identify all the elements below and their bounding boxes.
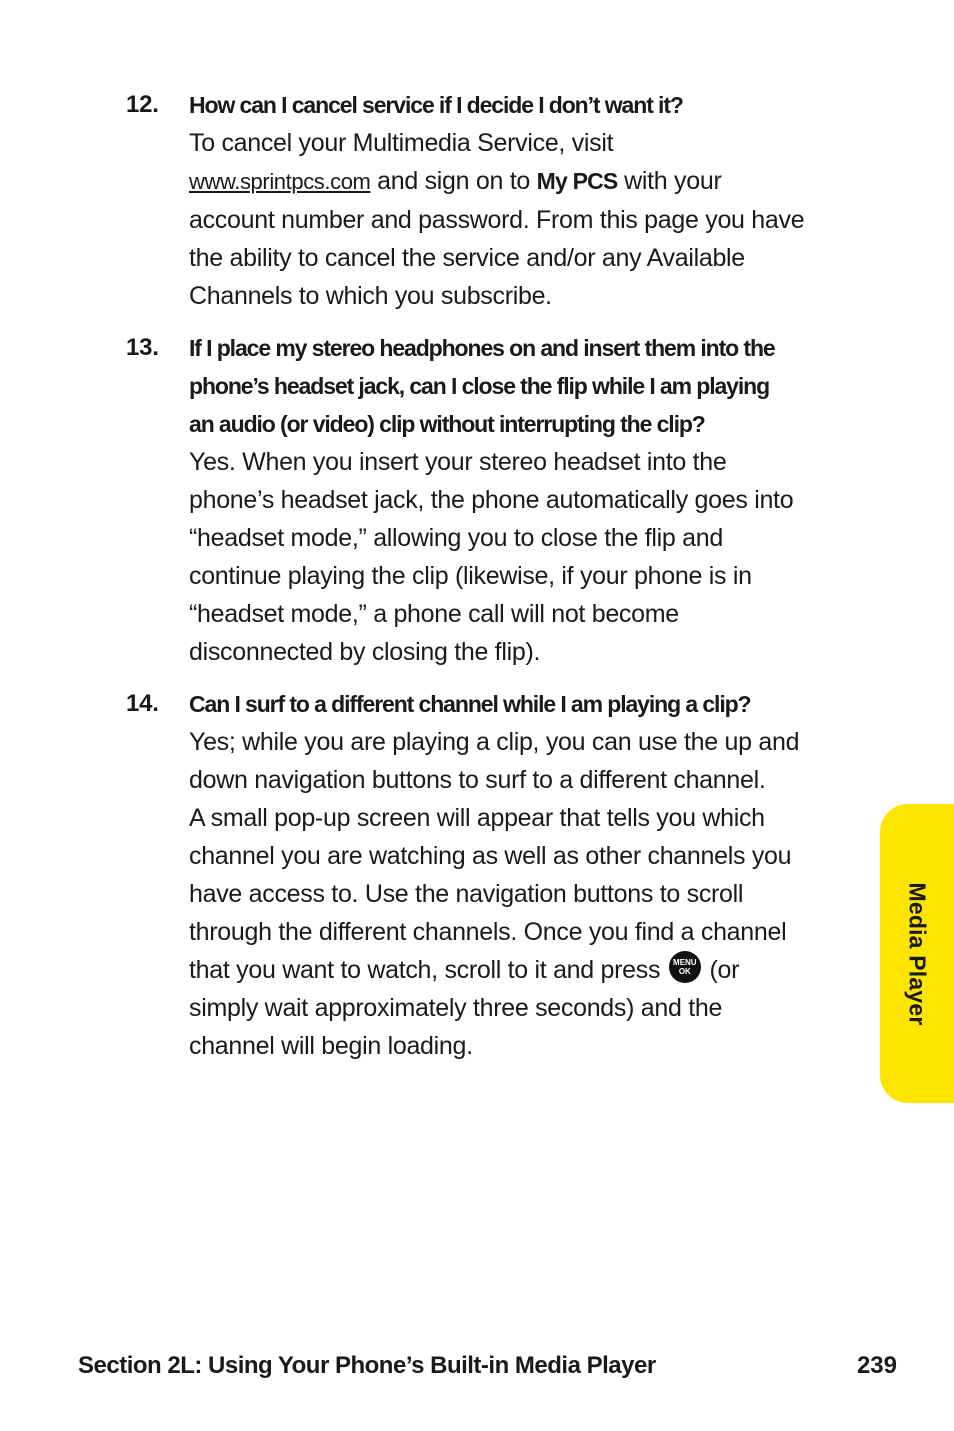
faq-number: 12. [126, 91, 159, 118]
answer-line: disconnected by closing the flip). [189, 638, 541, 666]
sprintpcs-link[interactable]: www.sprintpcs.com [189, 169, 371, 194]
faq-answer [189, 723, 869, 1065]
answer-line: through the different channels. Once you find a channel [189, 918, 787, 946]
faq-question-line: an audio (or video) clip without interrupting the clip? [189, 411, 705, 437]
answer-line: the ability to cancel the service and/or any Available [189, 244, 745, 272]
answer-text: (or [702, 956, 740, 984]
faq-answer [189, 443, 869, 671]
side-tab-label: Media Player [904, 882, 931, 1026]
answer-line: channel will begin loading. [189, 1032, 473, 1060]
answer-line: phone’s headset jack, the phone automatically goes into [189, 486, 794, 514]
answer-line [189, 951, 869, 989]
answer-line: “headset mode,” a phone call will not become [189, 600, 679, 628]
faq-answer [189, 124, 869, 315]
answer-line: “headset mode,” allowing you to close the flip and [189, 524, 723, 552]
footer-section-title: Section 2L: Using Your Phone’s Built-in Media Player [78, 1352, 656, 1379]
faq-item-12 [0, 86, 954, 315]
answer-text: and sign on to [370, 167, 537, 195]
answer-line [189, 162, 869, 201]
answer-text: that you want to watch, scroll to it and press [189, 956, 667, 984]
answer-line: simply wait approximately three seconds) and the [189, 994, 723, 1022]
faq-body [189, 685, 869, 1065]
menu-ok-key-icon [669, 951, 701, 983]
faq-item-13 [0, 329, 954, 671]
answer-line: Yes. When you insert your stereo headset into the [189, 448, 727, 476]
faq-question: Can I surf to a different channel while I am playing a clip? [189, 691, 751, 717]
answer-line: A small pop-up screen will appear that tells you which [189, 804, 765, 832]
answer-line: have access to. Use the navigation buttons to scroll [189, 880, 744, 908]
faq-number: 13. [126, 334, 159, 361]
faq-question-line: phone’s headset jack, can I close the flip while I am playing [189, 373, 770, 399]
faq-body [189, 86, 869, 315]
faq-number: 14. [126, 690, 159, 717]
answer-line: channel you are watching as well as other channels you [189, 842, 792, 870]
faq-list [0, 86, 954, 1079]
section-side-tab [880, 804, 954, 1103]
answer-line: continue playing the clip (likewise, if your phone is in [189, 562, 752, 590]
my-pcs-term: My PCS [536, 168, 618, 194]
answer-line: account number and password. From this page you have [189, 206, 805, 234]
answer-line: To cancel your Multimedia Service, visit [189, 129, 614, 157]
faq-question: How can I cancel service if I decide I don’t want it? [189, 92, 683, 118]
answer-line: Channels to which you subscribe. [189, 282, 552, 310]
answer-line: Yes; while you are playing a clip, you can use the up and [189, 728, 800, 756]
faq-body [189, 329, 869, 671]
faq-question-line: If I place my stereo headphones on and insert them into the [189, 335, 775, 361]
faq-item-14 [0, 685, 954, 1065]
page-number: 239 [856, 1352, 897, 1379]
menu-key-bottom-label: OK [678, 967, 691, 976]
menu-key-top-label: MENU [673, 958, 697, 967]
answer-text: with your [617, 167, 722, 195]
answer-line: down navigation buttons to surf to a different channel. [189, 766, 766, 794]
